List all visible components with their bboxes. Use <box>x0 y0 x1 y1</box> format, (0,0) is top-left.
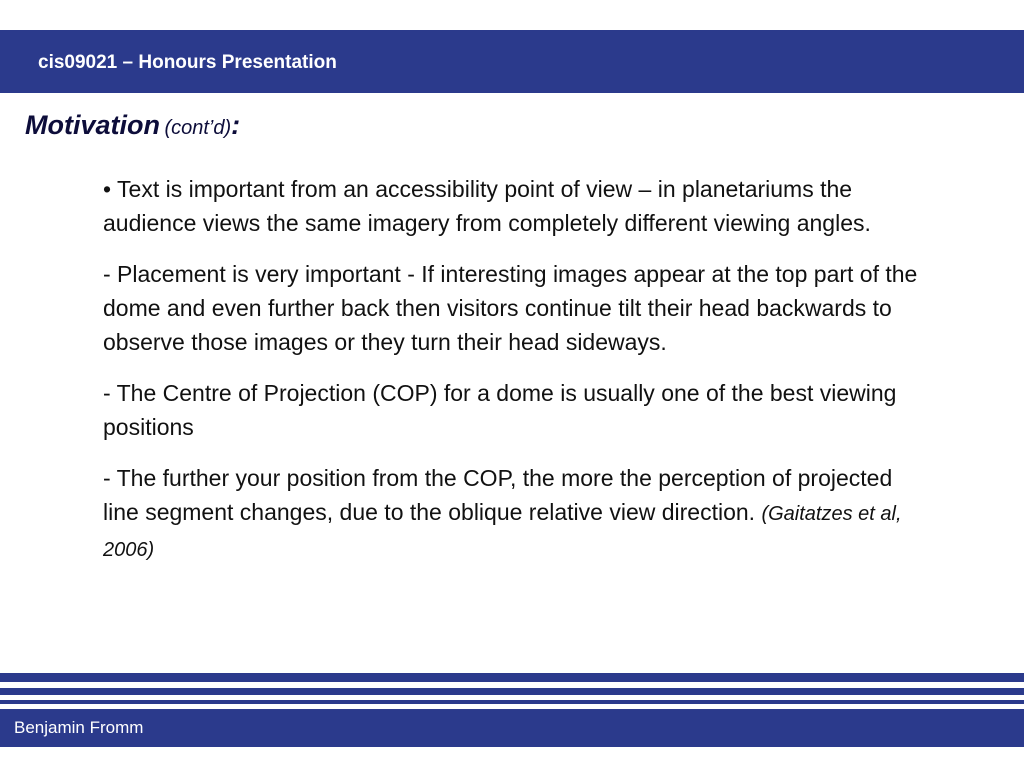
bullet-paragraph: - Placement is very important - If interesting images appear at the top part of the dome and even further back then visitors continue tilt their head backwards to observe those images or they turn their head sideways. <box>103 261 918 355</box>
footer-stripe <box>0 688 1024 695</box>
presentation-title: cis09021 – Honours Presentation <box>38 52 337 73</box>
footer-stripe <box>0 700 1024 704</box>
slide-heading-colon: : <box>231 110 241 140</box>
citation: (Gaitatzes et al, 2006) <box>103 503 902 561</box>
slide-body <box>103 172 933 584</box>
slide-heading <box>25 110 240 141</box>
slide-heading-main: Motivation <box>25 110 160 140</box>
bullet-paragraph: - The Centre of Projection (COP) for a dome is usually one of the best viewing positions <box>103 380 897 440</box>
bullet-paragraph: • Text is important from an accessibility point of view – in planetariums the audience views the same imagery from completely different viewing angles. <box>103 176 871 236</box>
slide-heading-sub: (cont’d) <box>164 117 232 139</box>
footer-stripe <box>0 673 1024 682</box>
footer-bar <box>0 709 1024 747</box>
bullet-paragraph-with-citation <box>103 461 933 567</box>
bullet-paragraph-text: - The further your position from the COP, the more the perception of projected line segment changes, due to the oblique relative view direction. <box>103 465 893 525</box>
footer-author: Benjamin Fromm <box>14 718 144 737</box>
